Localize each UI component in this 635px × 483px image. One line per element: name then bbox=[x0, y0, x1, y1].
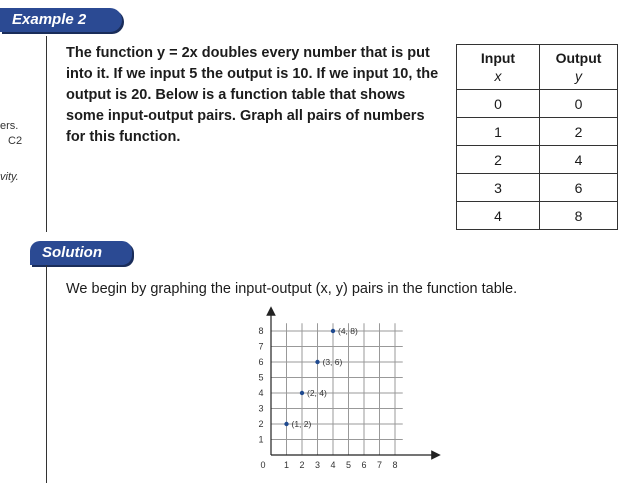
x-tick-label: 1 bbox=[283, 460, 290, 470]
header-output-title: Output bbox=[555, 50, 602, 66]
margin-rule-bottom bbox=[46, 265, 47, 483]
cell-x: 2 bbox=[457, 146, 540, 174]
cell-x: 0 bbox=[457, 90, 540, 118]
x-tick-label: 4 bbox=[330, 460, 336, 470]
cell-y: 0 bbox=[540, 90, 618, 118]
header-input bbox=[457, 45, 540, 90]
x-tick-label: 2 bbox=[299, 460, 305, 470]
y-tick-label: 4 bbox=[258, 388, 264, 398]
cell-x: 1 bbox=[457, 118, 540, 146]
margin-note-3: vity. bbox=[0, 171, 19, 183]
example-tab: Example 2 bbox=[0, 8, 122, 32]
y-tick-label: 6 bbox=[258, 357, 264, 367]
y-tick-label: 8 bbox=[258, 326, 264, 336]
cell-x: 3 bbox=[457, 174, 540, 202]
data-point bbox=[300, 391, 304, 395]
margin-rule-top bbox=[46, 36, 47, 232]
y-tick-label: 2 bbox=[258, 419, 264, 429]
point-label: (4, 8) bbox=[338, 326, 358, 336]
table-row bbox=[457, 146, 618, 174]
x-tick-label: 6 bbox=[361, 460, 367, 470]
table-row bbox=[457, 202, 618, 230]
solution-tab: Solution bbox=[30, 241, 132, 265]
data-point bbox=[331, 329, 335, 333]
data-point bbox=[315, 360, 319, 364]
cell-y: 6 bbox=[540, 174, 618, 202]
cell-y: 8 bbox=[540, 202, 618, 230]
table-row bbox=[457, 90, 618, 118]
y-tick-label: 5 bbox=[258, 372, 264, 383]
x-tick-label: 3 bbox=[314, 460, 321, 470]
header-output bbox=[540, 45, 618, 90]
table-row bbox=[457, 174, 618, 202]
cell-y: 2 bbox=[540, 118, 618, 146]
table-row bbox=[457, 118, 618, 146]
y-tick-label: 3 bbox=[258, 403, 264, 414]
point-label: (2, 4) bbox=[307, 388, 327, 398]
example-body-text: The function y = 2x doubles every number that is put into it. If we input 5 the output is 10. If we input 10, the output is 20. Below is a function table that shows some input-output pairs. Graph all pairs of numbers for this function. bbox=[66, 45, 439, 145]
header-input-var: x bbox=[494, 68, 502, 84]
solution-text: We begin by graphing the input-output (x, y) pairs in the function table. bbox=[66, 281, 518, 297]
margin-note-2: C2 bbox=[8, 135, 23, 147]
y-tick-label: 1 bbox=[258, 434, 264, 445]
cell-y: 4 bbox=[540, 146, 618, 174]
point-label: (3, 6) bbox=[322, 357, 343, 367]
margin-note-1: ers. bbox=[0, 120, 19, 132]
x-tick-label: 8 bbox=[392, 460, 398, 470]
point-label: (1, 2) bbox=[291, 419, 312, 429]
x-tick-label: 5 bbox=[345, 460, 352, 470]
header-input-title: Input bbox=[480, 50, 516, 66]
y-tick-label: 7 bbox=[258, 341, 264, 352]
x-tick-label: 7 bbox=[376, 460, 383, 470]
data-point bbox=[284, 422, 288, 426]
origin-label: 0 bbox=[260, 460, 266, 470]
cell-x: 4 bbox=[457, 202, 540, 230]
header-output-var: y bbox=[575, 68, 582, 84]
table-header-row bbox=[457, 45, 618, 90]
function-table bbox=[456, 44, 618, 230]
coordinate-graph bbox=[246, 305, 446, 480]
